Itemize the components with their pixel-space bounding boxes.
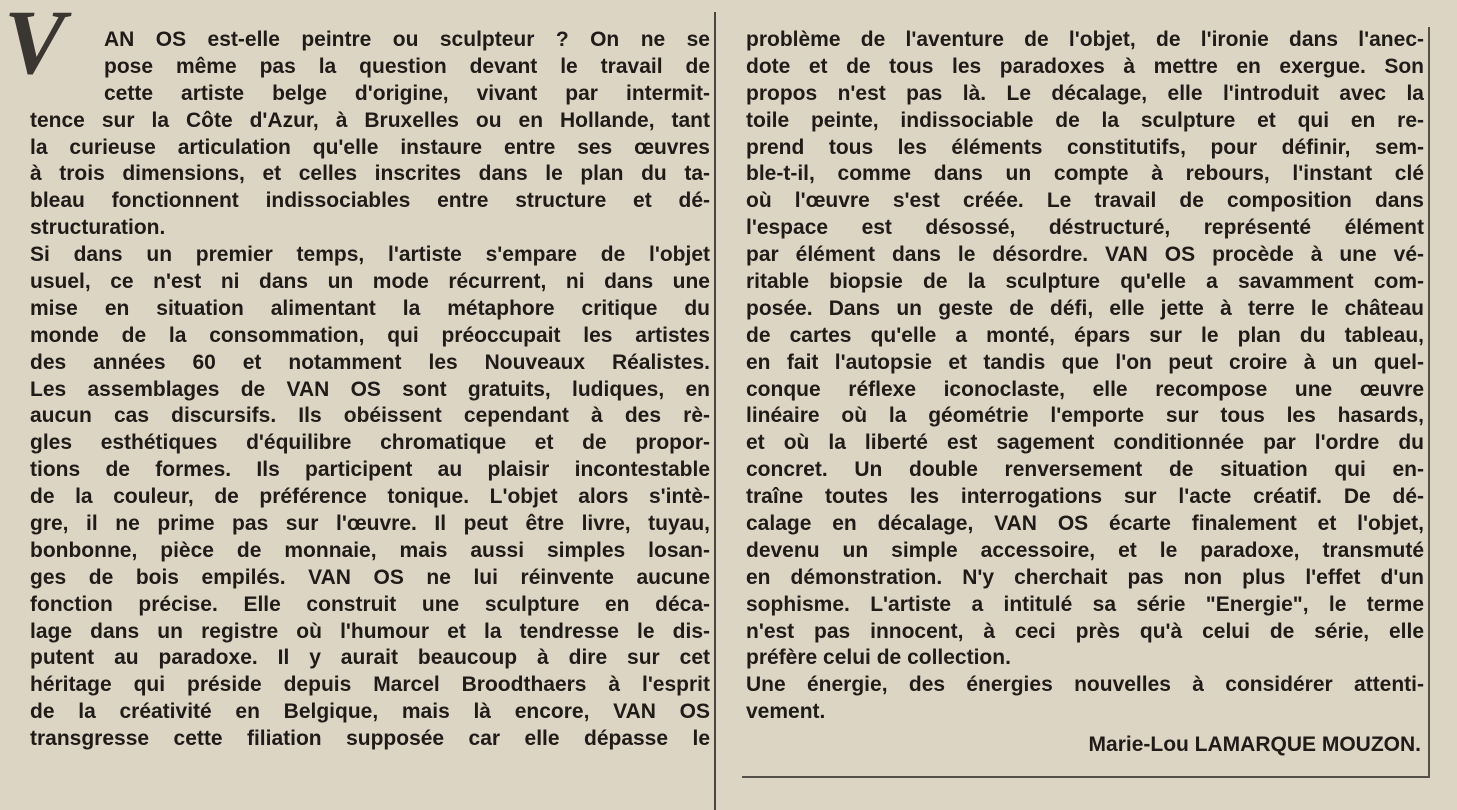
- text-line: fonction précise. Elle construit une sculpture en déca-: [30, 592, 710, 616]
- text-line: de la couleur, de préférence tonique. L'objet alors s'intè-: [30, 485, 710, 509]
- text-line: lage dans un registre où l'humour et la tendresse le dis-: [30, 619, 710, 643]
- text-line: où l'œuvre s'est créée. Le travail de composition dans: [746, 189, 1424, 213]
- text-line: de la créativité en Belgique, mais là encore, VAN OS: [30, 700, 710, 724]
- author-signature: Marie-Lou LAMARQUE MOUZON.: [1088, 733, 1421, 756]
- text-line: calage en décalage, VAN OS écarte finalement et l'objet,: [746, 512, 1424, 536]
- text-line: de cartes qu'elle a monté, épars sur le plan du tableau,: [746, 323, 1424, 347]
- text-line: structuration.: [30, 216, 166, 240]
- text-line: linéaire où la géométrie l'emporte sur tous les hasards,: [746, 404, 1424, 428]
- text-line: gles esthétiques d'équilibre chromatique et de propor-: [30, 431, 710, 455]
- text-line: ritable biopsie de la sculpture qu'elle a savamment com-: [746, 270, 1424, 294]
- text-line: traîne toutes les interrogations sur l'acte créatif. De dé-: [746, 485, 1424, 509]
- column-divider: [714, 12, 716, 810]
- text-line: posée. Dans un geste de défi, elle jette à terre le château: [746, 296, 1424, 320]
- text-line: et où la liberté est sagement conditionnée par l'ordre du: [746, 431, 1424, 455]
- text-line: tions de formes. Ils participent au plaisir incontestable: [30, 458, 710, 482]
- text-line: en démonstration. N'y cherchait pas non plus l'effet d'un: [746, 565, 1424, 589]
- text-line: préfère celui de collection.: [746, 646, 1011, 670]
- text-line: l'espace est désossé, déstructuré, représenté élément: [746, 216, 1424, 240]
- article-left-column: [30, 27, 710, 753]
- column-frame-right: [1428, 27, 1430, 777]
- text-line: conque réflexe iconoclaste, elle recompose une œuvre: [746, 377, 1424, 401]
- text-line: dote et de tous les paradoxes à mettre en exergue. Son: [746, 54, 1424, 78]
- text-line: la curieuse articulation qu'elle instaure entre ses œuvres: [30, 135, 710, 159]
- text-line: ble-t-il, comme dans un compte à rebours, l'instant clé: [746, 162, 1424, 186]
- text-line: problème de l'aventure de l'objet, de l'ironie dans l'anec-: [746, 28, 1424, 51]
- text-line: usuel, ce n'est ni dans un mode récurrent, ni dans une: [30, 270, 710, 294]
- text-line: prend tous les éléments constitutifs, pour définir, sem-: [746, 135, 1424, 159]
- text-line: mise en situation alimentant la métaphore critique du: [30, 296, 710, 320]
- text-line: à trois dimensions, et celles inscrites dans le plan du ta-: [30, 162, 710, 186]
- text-line: par élément dans le désordre. VAN OS procède à une vé-: [746, 243, 1424, 267]
- text-line: pose même pas la question devant le travail de: [104, 54, 710, 78]
- text-line: transgresse cette filiation supposée car elle dépasse le: [30, 727, 710, 751]
- text-line: n'est pas innocent, à ceci près qu'à celui de série, elle: [746, 619, 1424, 643]
- text-line: cette artiste belge d'origine, vivant par intermit-: [104, 81, 710, 105]
- drop-cap-letter: V: [4, 0, 66, 93]
- text-line: devenu un simple accessoire, et le paradoxe, transmuté: [746, 538, 1424, 562]
- text-line: Les assemblages de VAN OS sont gratuits, ludiques, en: [30, 377, 710, 401]
- text-line: toile peinte, indissociable de la sculpture et qui en re-: [746, 108, 1424, 132]
- text-line: Si dans un premier temps, l'artiste s'empare de l'objet: [30, 243, 710, 267]
- text-line: putent au paradoxe. Il y aurait beaucoup à dire sur cet: [30, 646, 710, 670]
- text-line: bonbonne, pièce de monnaie, mais aussi simples losan-: [30, 538, 710, 562]
- text-line: concret. Un double renversement de situation qui en-: [746, 458, 1424, 482]
- text-line: tence sur la Côte d'Azur, à Bruxelles ou en Hollande, tant: [30, 108, 710, 132]
- text-line: en fait l'autopsie et tandis que l'on peut croire à un quel-: [746, 350, 1424, 374]
- text-line: ges de bois empilés. VAN OS ne lui réinvente aucune: [30, 565, 710, 589]
- text-line: sophisme. L'artiste a intitulé sa série "Energie", le terme: [746, 592, 1424, 616]
- text-line: monde de la consommation, qui préoccupait les artistes: [30, 323, 710, 347]
- text-line: vement.: [746, 700, 826, 724]
- text-line: héritage qui préside depuis Marcel Broodthaers à l'esprit: [30, 673, 710, 697]
- text-line: gre, il ne prime pas sur l'œuvre. Il peut être livre, tuyau,: [30, 512, 710, 536]
- text-line: aucun cas discursifs. Ils obéissent cependant à des rè-: [30, 404, 710, 428]
- text-line: AN OS est-elle peintre ou sculpteur ? On ne se: [104, 28, 710, 51]
- text-line: propos n'est pas là. Le décalage, elle l'introduit avec la: [746, 81, 1424, 105]
- text-line: Une énergie, des énergies nouvelles à considérer attenti-: [746, 673, 1424, 697]
- column-frame-bottom: [742, 776, 1430, 778]
- text-line: des années 60 et notamment les Nouveaux Réalistes.: [30, 350, 710, 374]
- text-line: bleau fonctionnent indissociables entre structure et dé-: [30, 189, 710, 213]
- article-right-column: [746, 27, 1424, 726]
